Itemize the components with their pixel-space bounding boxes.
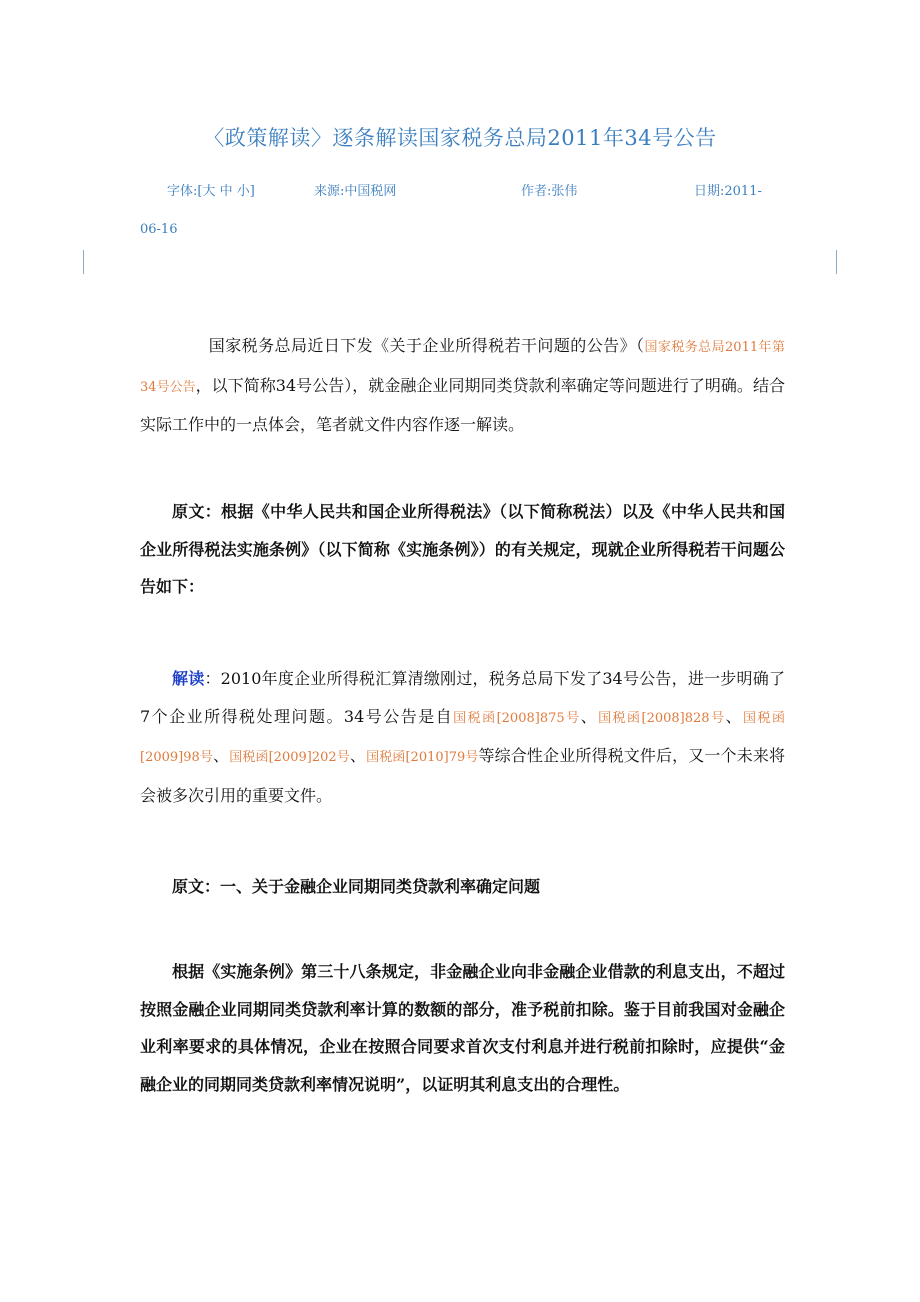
interpretation-text-continued: 等综合性企业所得税文件后，又一个未来将会被多次引用的重要文件。 (140, 746, 785, 805)
intro-text-continued: ，以下简称34号公告），就金融企业同期同类贷款利率确定等问题进行了明确。结合实际工作中的一点体会，笔者就文件内容作逐一解读。 (140, 375, 785, 434)
left-margin-mark (83, 250, 84, 274)
intro-text: 国家税务总局近日下发《关于企业所得税若干问题的公告》（ (208, 336, 645, 355)
doc-link-79[interactable]: 国税函[2010]79号 (366, 750, 479, 765)
separator: 、 (725, 706, 743, 726)
separator: 、 (213, 746, 230, 765)
article-title: 〈政策解读〉逐条解读国家税务总局2011年34号公告 (203, 126, 717, 150)
date-label-continued: 06-16 (140, 222, 178, 237)
interpretation-paragraph (140, 660, 785, 814)
separator: 、 (580, 706, 599, 726)
font-size-selector[interactable]: 字体:[大 中 小] (167, 184, 255, 199)
doc-link-98[interactable]: 国税函[2009]98号 (140, 710, 785, 765)
date-label: 日期:2011- (694, 184, 762, 199)
doc-link-875[interactable]: 国税函[2008]875号 (453, 710, 581, 726)
source-label: 来源:中国税网 (314, 184, 397, 199)
interpretation-text: ：2010年度企业所得税汇算清缴刚过，税务总局下发了34号公告，进一步明确了7个企业所得税处理问题。34号公告是自 (140, 669, 785, 726)
section-heading: 原文：一、关于金融企业同期同类贷款利率确定问题 (172, 877, 541, 896)
interpretation-label: 解读 (172, 669, 205, 688)
author-label: 作者:张伟 (521, 184, 578, 199)
separator: 、 (349, 746, 367, 765)
doc-link-828[interactable]: 国税函[2008]828号 (598, 710, 726, 726)
announcement-link[interactable]: 国家税务总局2011年第34号公告 (140, 340, 785, 395)
article-38-paragraph: 根据《实施条例》第三十八条规定，非金融企业向非金融企业借款的利息支出，不超过按照金融企业同期同类贷款利率计算的数额的部分，准予税前扣除。鉴于目前我国对金融企业利率要求的具体情况，企业在按照合同要求首次支付利息并进行税前扣除时，应提供“金融企业的同期同类贷款利率情况说明”，以证明其利息支出的合理性。 (140, 962, 785, 1094)
doc-link-202[interactable]: 国税函[2009]202号 (229, 750, 350, 765)
right-margin-mark (836, 250, 837, 274)
original-text-paragraph: 原文：根据《中华人民共和国企业所得税法》（以下简称税法）以及《中华人民共和国企业所得税法实施条例》（以下简称《实施条例》）的有关规定，现就企业所得税若干问题公告如下： (140, 502, 785, 596)
intro-paragraph (140, 327, 785, 444)
